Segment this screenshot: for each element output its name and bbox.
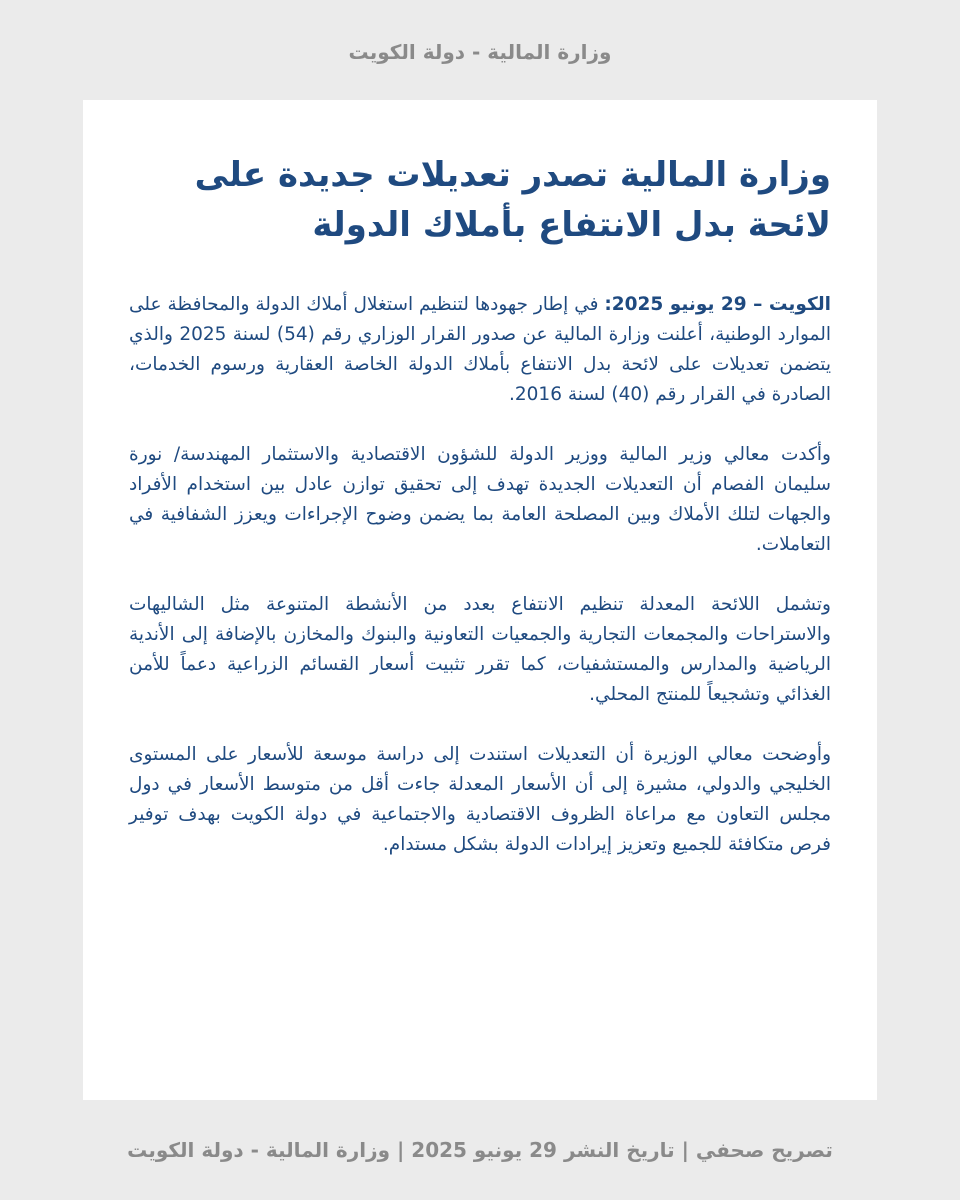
paragraph-1-text: في إطار جهودها لتنظيم استغلال أملاك الدولة والمحافظة على الموارد الوطنية، أعلنت وزارة المالية عن صدور القرار الوزاري رقم (54) لسنة 2025 والذي يتضمن تعديلات على لائحة بدل الانتفاع بأملاك الدولة الخاصة العقارية ورسوم الخدمات، الصادرة في القرار رقم (40) لسنة 2016. [129, 294, 831, 405]
header-source: وزارة المالية - دولة الكويت [348, 40, 612, 64]
paragraph-1 [129, 290, 831, 410]
article-title: وزارة المالية تصدر تعديلات جديدة على لائحة بدل الانتفاع بأملاك الدولة [194, 155, 831, 245]
paragraph-2: وأكدت معالي وزير المالية ووزير الدولة للشؤون الاقتصادية والاستثمار المهندسة/ نورة سليمان الفصام أن التعديلات الجديدة تهدف إلى تحقيق توازن عادل بين استخدام الأفراد والجهات لتلك الأملاك وبين المصلحة العامة بما يضمن وضوح الإجراءات ويعزز الشفافية في التعاملات. [129, 444, 831, 555]
press-release-card [83, 100, 877, 1100]
paragraph-3: وتشمل اللائحة المعدلة تنظيم الانتفاع بعدد من الأنشطة المتنوعة مثل الشاليهات والاستراحات والمجمعات التجارية والجمعيات التعاونية والبنوك والمخازن بالإضافة إلى الأندية الرياضية والمدارس والمستشفيات، كما تقرر تثبيت أسعار القسائم الزراعية دعماً للأمن الغذائي وتشجيعاً للمنتج المحلي. [129, 594, 831, 705]
footer-caption: تصريح صحفي | تاريخ النشر 29 يونيو 2025 | وزارة المالية - دولة الكويت [127, 1138, 833, 1162]
dateline: الكويت – 29 يونيو 2025: [604, 294, 831, 315]
article-body [129, 290, 831, 860]
paragraph-4: وأوضحت معالي الوزيرة أن التعديلات استندت إلى دراسة موسعة للأسعار على المستوى الخليجي والدولي، مشيرة إلى أن الأسعار المعدلة جاءت أقل من متوسط الأسعار في دول مجلس التعاون مع مراعاة الظروف الاقتصادية والاجتماعية في دولة الكويت بهدف توفير فرص متكافئة للجميع وتعزيز إيرادات الدولة بشكل مستدام. [129, 744, 831, 855]
